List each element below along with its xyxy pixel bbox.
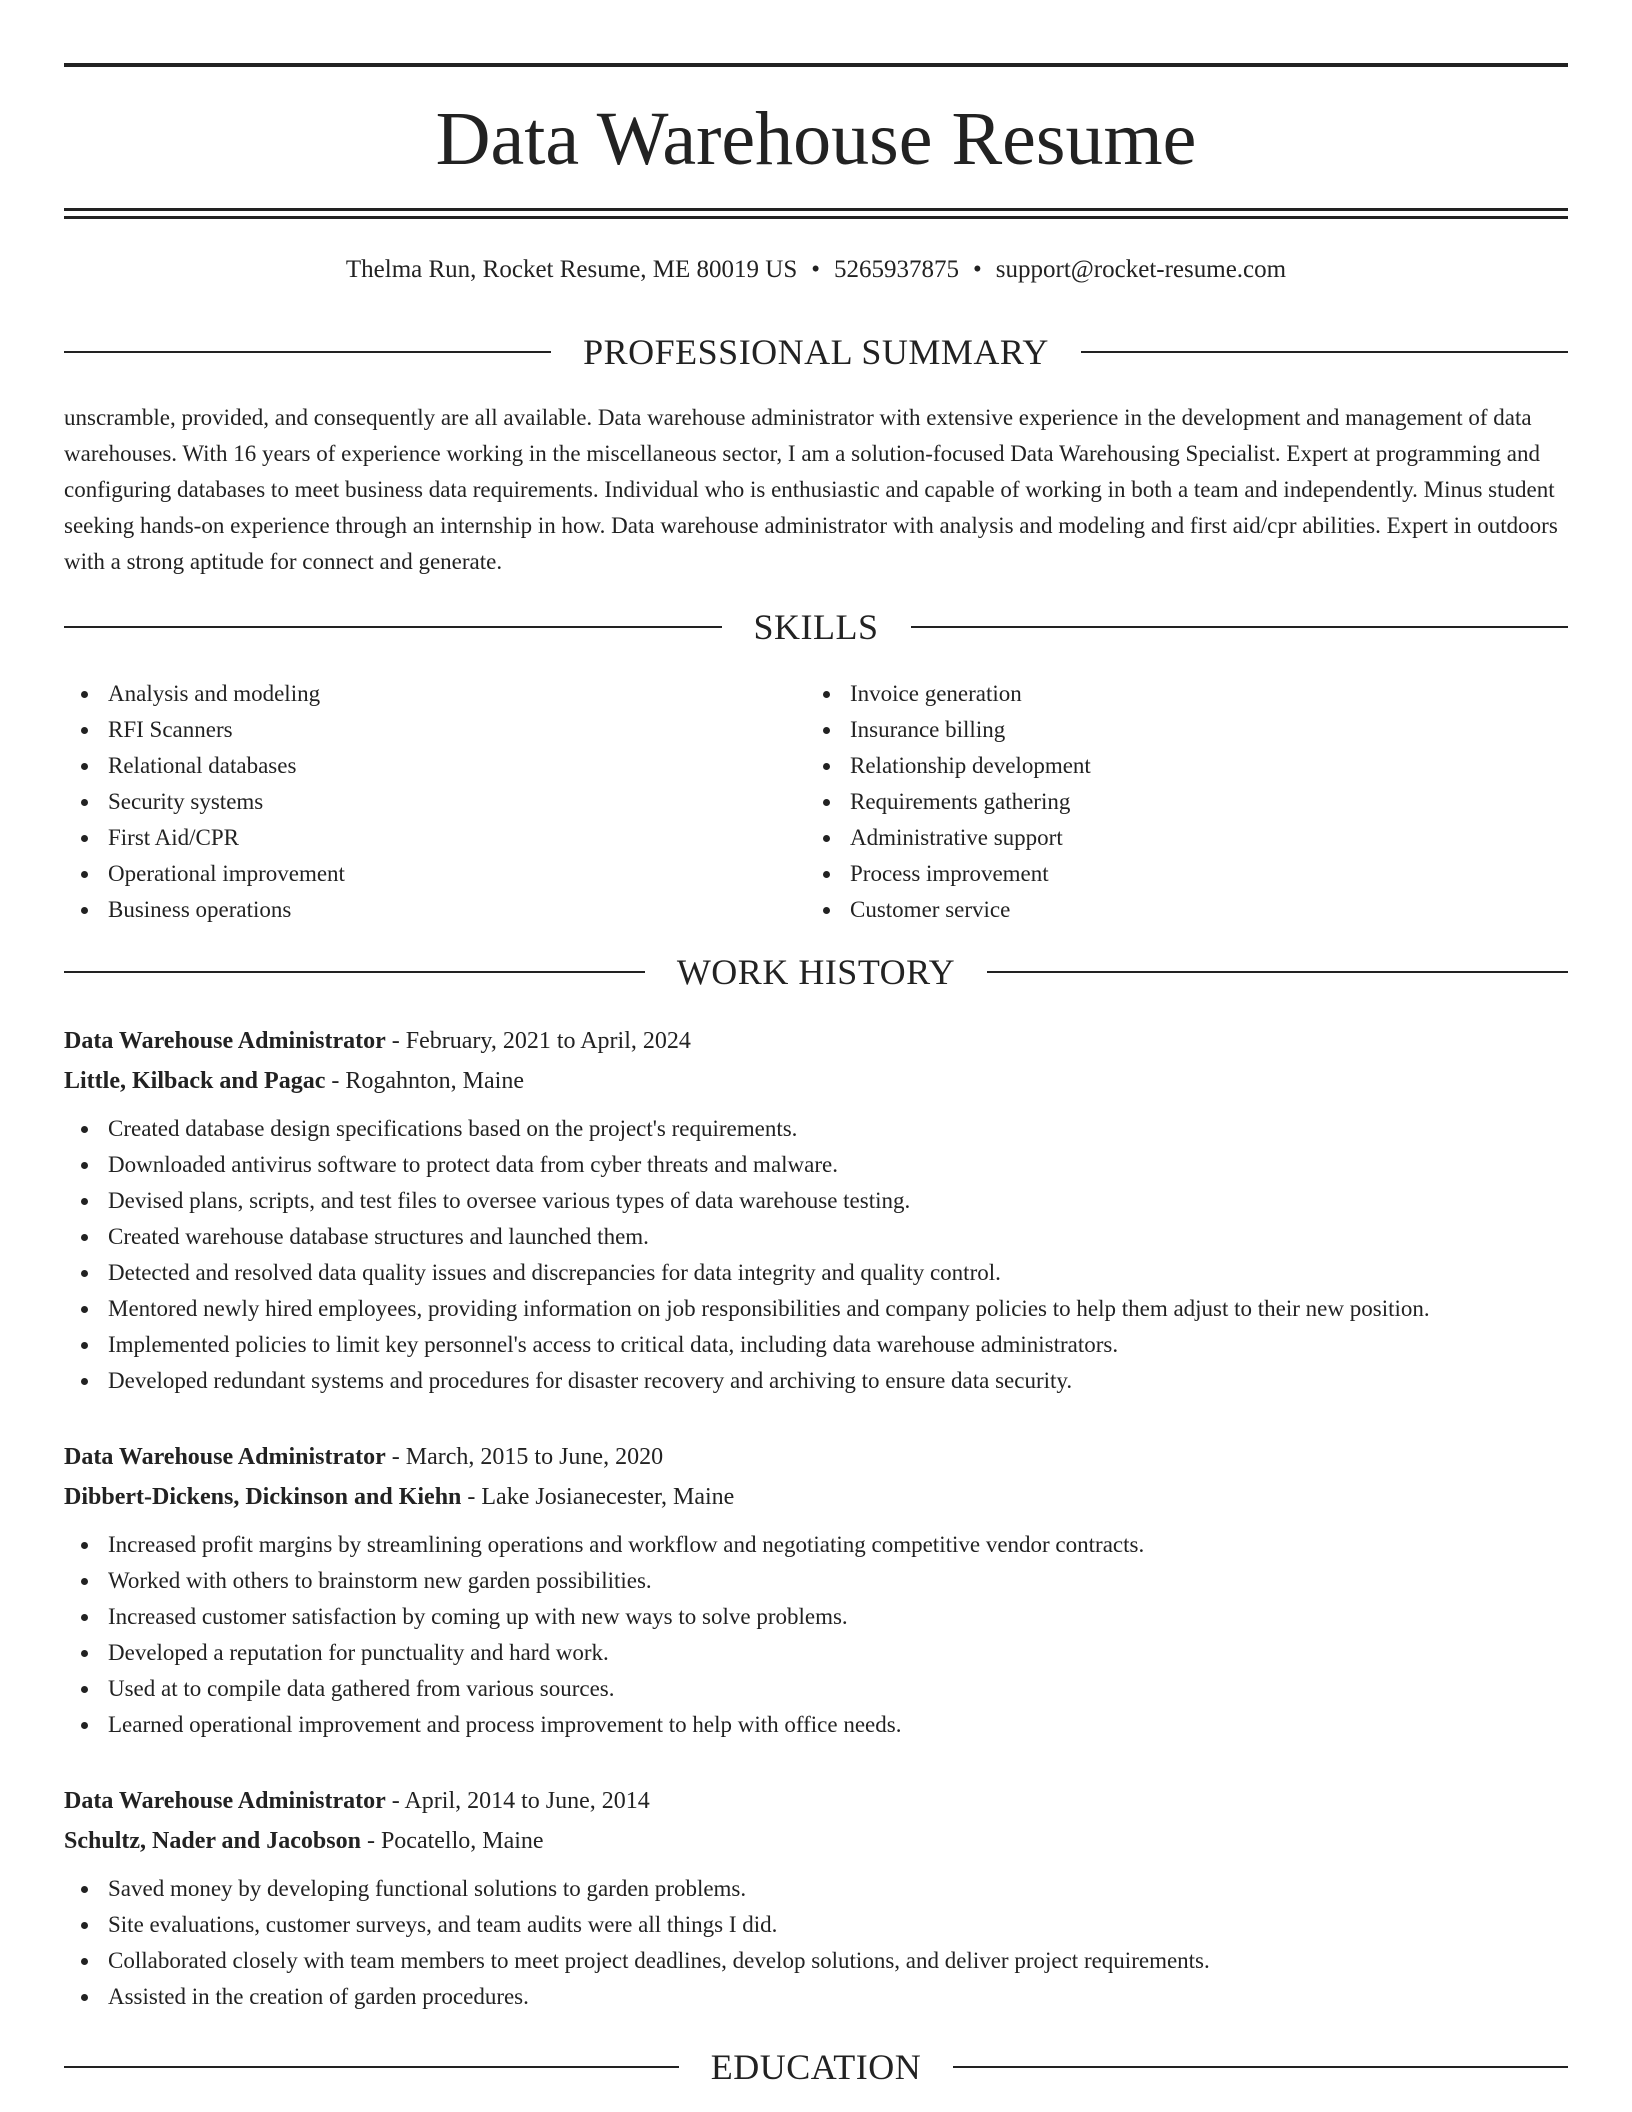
page-title: Data Warehouse Resume [435, 97, 1197, 181]
job-bullet: Developed redundant systems and procedures for disaster recovery and archiving to ensure data security. [64, 1363, 1568, 1399]
contact-phone: 5265937875 [834, 256, 960, 283]
section-title: SKILLS [753, 607, 879, 647]
job-title-line [64, 1437, 1568, 1477]
skill-item: Relational databases [64, 748, 806, 784]
job-bullet: Implemented policies to limit key personnel's access to critical data, including data warehouse administrators. [64, 1327, 1568, 1363]
skill-item: Analysis and modeling [64, 676, 806, 712]
contact-email: support@rocket-resume.com [995, 256, 1287, 283]
section-heading-summary [64, 332, 1568, 372]
skill-item: Requirements gathering [806, 784, 1548, 820]
skill-item: Customer service [806, 892, 1548, 928]
section-heading-skills [64, 607, 1568, 647]
job-company: Dibbert-Dickens, Dickinson and Kiehn [64, 1484, 462, 1510]
contact-separator: • [973, 256, 982, 283]
job-bullet: Increased customer satisfaction by coming up with new ways to solve problems. [64, 1599, 1568, 1635]
job-bullet: Worked with others to brainstorm new garden possibilities. [64, 1563, 1568, 1599]
skills-column-left [64, 676, 806, 928]
skills-list [64, 676, 1568, 928]
job-bullet: Used at to compile data gathered from various sources. [64, 1671, 1568, 1707]
job-bullet: Created database design specifications based on the project's requirements. [64, 1111, 1568, 1147]
job-bullet: Increased profit margins by streamlining operations and workflow and negotiating competitive vendor contracts. [64, 1527, 1568, 1563]
job-bullet: Developed a reputation for punctuality and hard work. [64, 1635, 1568, 1671]
section-title: PROFESSIONAL SUMMARY [583, 332, 1049, 372]
job-company-line [64, 1061, 1568, 1101]
skill-item: RFI Scanners [64, 712, 806, 748]
job-bullet: Site evaluations, customer surveys, and team audits were all things I did. [64, 1907, 1568, 1943]
heading-rule [987, 971, 1568, 973]
skill-item: Insurance billing [806, 712, 1548, 748]
job-company-line [64, 1821, 1568, 1861]
heading-rule [64, 351, 551, 353]
skills-column-right [806, 676, 1548, 928]
job-bullets [64, 1527, 1568, 1743]
header-rule-top [64, 63, 1568, 67]
section-heading-work-history [64, 952, 1568, 992]
job-bullet: Mentored newly hired employees, providing information on job responsibilities and company policies to help them adjust to their new position. [64, 1291, 1568, 1327]
header-rule-bottom-2 [64, 216, 1568, 219]
job-company: Little, Kilback and Pagac [64, 1068, 326, 1094]
job-dates: - April, 2014 to June, 2014 [385, 1788, 650, 1814]
heading-rule [64, 2066, 679, 2068]
skill-item: Administrative support [806, 820, 1548, 856]
job-bullet: Assisted in the creation of garden procedures. [64, 1979, 1568, 2015]
summary-text: unscramble, provided, and consequently are all available. Data warehouse administrator with extensive experience in the development and management of data warehouses. With 16 years of experience working in the miscellaneous sector, I am a solution-focused Data Warehousing Specialist. Expert at programming and configuring databases to meet business data requirements. Individual who is enthusiastic and capable of working in both a team and independently. Minus student seeking hands-on experience through an internship in how. Data warehouse administrator with analysis and modeling and first aid/cpr abilities. Expert in outdoors with a strong aptitude for connect and generate. [64, 405, 1558, 574]
job-bullet: Learned operational improvement and process improvement to help with office needs. [64, 1707, 1568, 1743]
job-company-line [64, 1477, 1568, 1517]
heading-rule [64, 626, 722, 628]
job-bullet: Saved money by developing functional solutions to garden problems. [64, 1871, 1568, 1907]
section-title: EDUCATION [710, 2047, 922, 2087]
section-heading-education [64, 2047, 1568, 2087]
skill-item: Process improvement [806, 856, 1548, 892]
skill-item: Operational improvement [64, 856, 806, 892]
skill-item: Business operations [64, 892, 806, 928]
contact-line [64, 254, 1568, 286]
job-title: Data Warehouse Administrator [64, 1028, 386, 1054]
heading-rule [953, 2066, 1568, 2068]
job-entry [64, 1781, 1568, 2015]
job-bullet: Created warehouse database structures and launched them. [64, 1219, 1568, 1255]
contact-separator: • [811, 256, 821, 283]
job-title: Data Warehouse Administrator [64, 1444, 386, 1470]
job-location: - Rogahnton, Maine [325, 1068, 524, 1094]
job-company: Schultz, Nader and Jacobson [64, 1828, 361, 1854]
header-rule-bottom [64, 208, 1568, 211]
heading-rule [911, 626, 1569, 628]
skill-item: Security systems [64, 784, 806, 820]
job-dates: - March, 2015 to June, 2020 [385, 1444, 664, 1470]
job-bullet: Collaborated closely with team members to meet project deadlines, develop solutions, and deliver project requirements. [64, 1943, 1568, 1979]
job-title: Data Warehouse Administrator [64, 1788, 386, 1814]
job-bullet: Devised plans, scripts, and test files to oversee various types of data warehouse testing. [64, 1183, 1568, 1219]
job-bullets [64, 1111, 1568, 1399]
skill-item: First Aid/CPR [64, 820, 806, 856]
job-title-line [64, 1021, 1568, 1061]
skill-item: Invoice generation [806, 676, 1548, 712]
job-dates: - February, 2021 to April, 2024 [385, 1028, 691, 1054]
job-entry [64, 1437, 1568, 1743]
job-location: - Pocatello, Maine [360, 1828, 544, 1854]
job-entry [64, 1021, 1568, 1399]
job-bullet: Downloaded antivirus software to protect data from cyber threats and malware. [64, 1147, 1568, 1183]
job-bullet: Detected and resolved data quality issues and discrepancies for data integrity and quality control. [64, 1255, 1568, 1291]
heading-rule [1081, 351, 1568, 353]
heading-rule [64, 971, 645, 973]
section-title: WORK HISTORY [676, 952, 956, 992]
job-title-line [64, 1781, 1568, 1821]
job-bullets [64, 1871, 1568, 2015]
contact-address: Thelma Run, Rocket Resume, ME 80019 US [345, 256, 798, 283]
skill-item: Relationship development [806, 748, 1548, 784]
job-location: - Lake Josianecester, Maine [461, 1484, 735, 1510]
